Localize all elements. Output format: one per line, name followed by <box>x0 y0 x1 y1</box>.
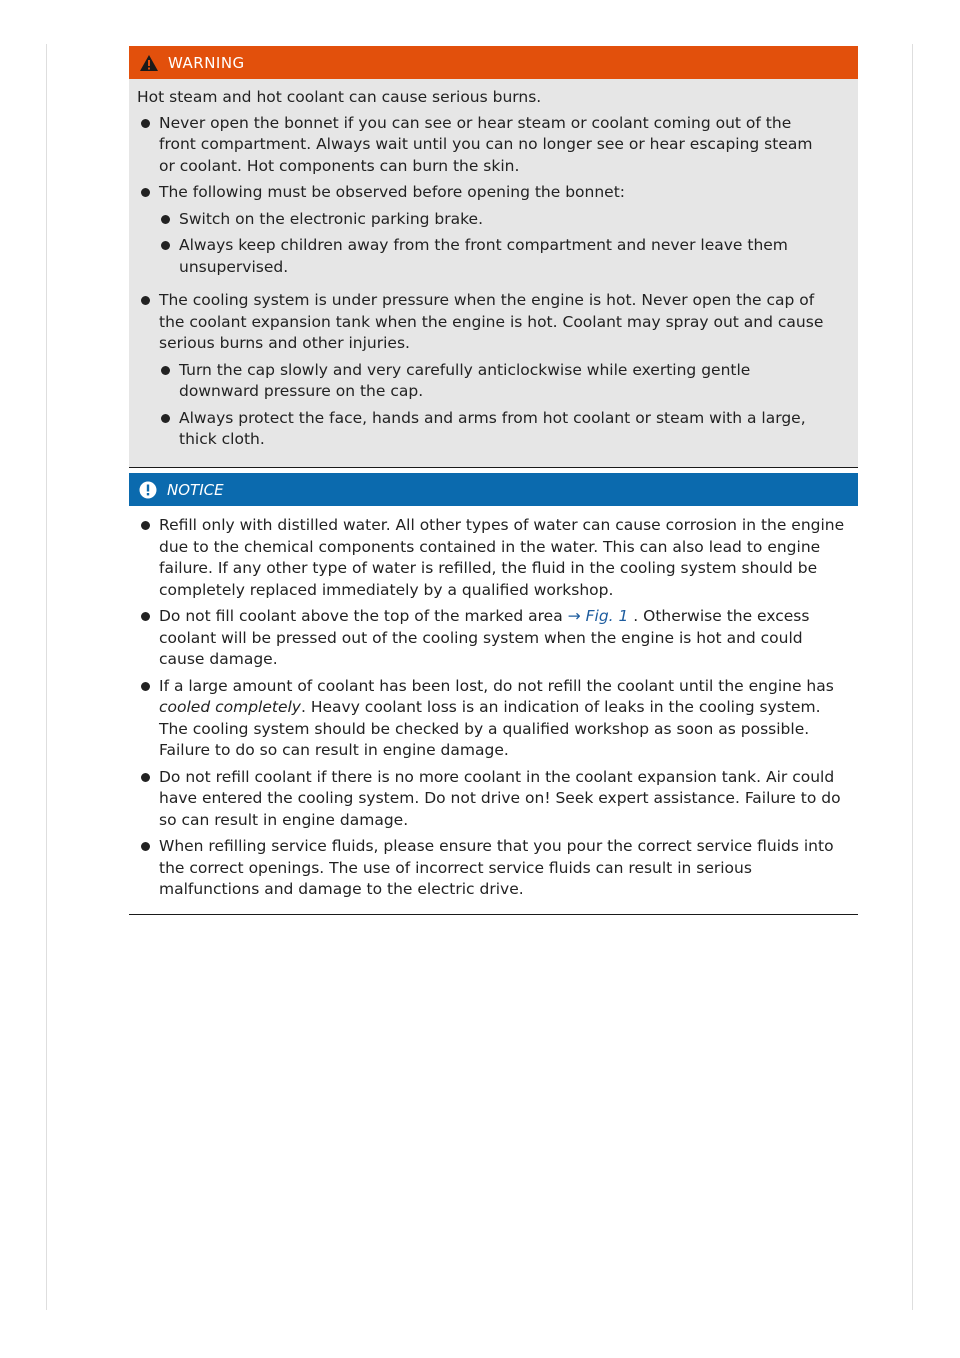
notice-header <box>129 473 858 506</box>
warning-box <box>129 46 858 468</box>
warning-list <box>137 113 832 451</box>
page-margin-right <box>912 44 913 1310</box>
notice-item: Do not fill coolant above the top of the marked area → Fig. 1 . Otherwise the excess coolant will be pressed out of the cooling system when the engine is hot and could cause damage. <box>137 606 850 671</box>
notice-body <box>129 506 858 914</box>
warning-item: The following must be observed before opening the bonnet: Switch on the electronic parking brake. Always keep children away from the front compartment and never leave them unsupervised. <box>137 182 832 278</box>
notice-item: If a large amount of coolant has been lost, do not refill the coolant until the engine has cooled completely. Heavy coolant loss is an indication of leaks in the cooling system. The cooling system should be checked by a qualified workshop as soon as possible. Failure to do so can result in engine damage. <box>137 676 850 762</box>
notice-list <box>137 515 850 901</box>
warning-item: The cooling system is under pressure when the engine is hot. Never open the cap of the coolant expansion tank when the engine is hot. Coolant may spray out and cause serious burns and other injuries. Turn the cap slowly and very carefully anticlockwise while exerting gentle downward pressure on the cap. Always protect the face, hands and arms from hot coolant or steam with a large, thick cloth. <box>137 290 832 451</box>
notice-item: Refill only with distilled water. All other types of water can cause corrosion in the engine due to the chemical components contained in the water. This can also lead to engine failure. If any other type of water is refilled, the fluid in the cooling system should be completely replaced immediately by a qualified workshop. <box>137 515 850 601</box>
exclamation-circle-icon <box>139 481 157 499</box>
emphasis-text: cooled completely <box>159 698 301 716</box>
notice-title: NOTICE <box>167 480 224 499</box>
warning-body <box>129 79 858 467</box>
notice-item: Do not refill coolant if there is no more coolant in the coolant expansion tank. Air could have entered the cooling system. Do not drive on! Seek expert assistance. Failure to do so can result in engine damage. <box>137 767 850 832</box>
warning-intro: Hot steam and hot coolant can cause serious burns. <box>137 88 542 106</box>
warning-title: WARNING <box>168 53 245 72</box>
warning-sublist <box>159 360 832 451</box>
warning-item: Never open the bonnet if you can see or hear steam or coolant coming out of the front compartment. Always wait until you can no longer see or hear escaping steam or coolant. Hot components can burn the skin. <box>137 113 832 178</box>
page-margin-left <box>46 44 47 1310</box>
warning-subitem: Always keep children away from the front compartment and never leave them unsupervised. <box>159 235 832 278</box>
warning-header <box>129 46 858 79</box>
warning-sublist <box>159 209 832 279</box>
notice-box <box>129 473 858 915</box>
notice-item: When refilling service fluids, please ensure that you pour the correct service fluids into the correct openings. The use of incorrect service fluids can result in serious malfunctions and damage to the electric drive. <box>137 836 850 901</box>
warning-subitem: Turn the cap slowly and very carefully anticlockwise while exerting gentle downward pressure on the cap. <box>159 360 832 403</box>
figure-reference-link[interactable]: Fig. 1 <box>585 607 629 625</box>
arrow-right-icon: → <box>567 607 581 625</box>
warning-triangle-icon <box>139 54 159 72</box>
warning-subitem: Always protect the face, hands and arms from hot coolant or steam with a large, thick cloth. <box>159 408 832 451</box>
warning-subitem: Switch on the electronic parking brake. <box>159 209 832 231</box>
